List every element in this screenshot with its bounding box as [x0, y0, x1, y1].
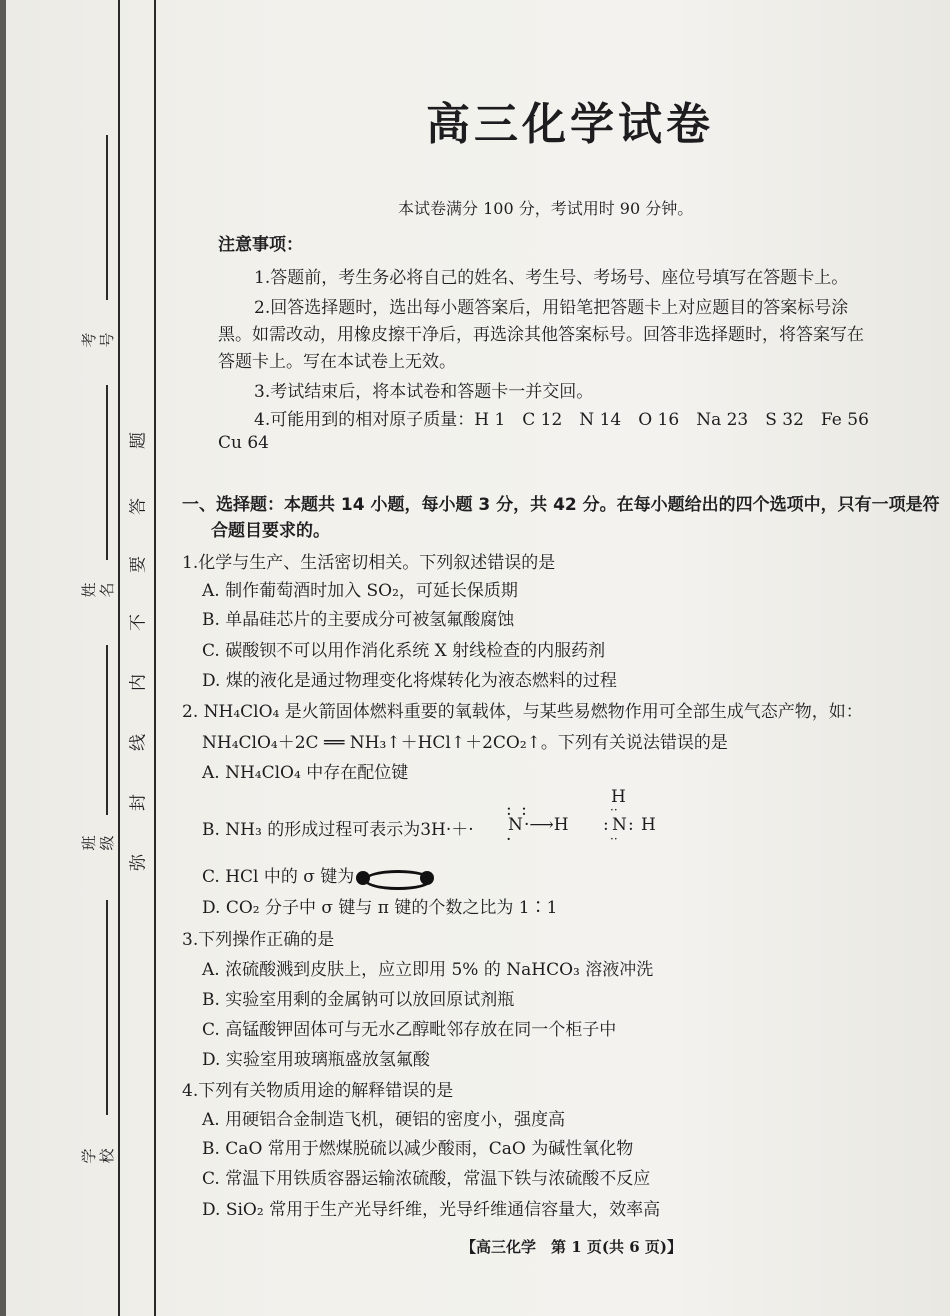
page-footer: 【高三化学 第 1 页(共 6 页)】 [461, 1238, 682, 1256]
question-3-option-d: D. 实验室用玻璃瓶盛放氢氟酸 [202, 1050, 430, 1070]
ammonia-bond-top: ·· [610, 803, 618, 817]
question-4-stem: 4.下列有关物质用途的解释错误的是 [182, 1081, 454, 1101]
note-line: 2.回答选择题时，选出每小题答案后，用铅笔把答题卡上对应题目的答案标号涂 [254, 298, 849, 318]
page-title: 高三化学试卷 [426, 99, 714, 150]
note-line: Cu 64 [218, 433, 269, 453]
note-line: 1.答题前，考生务必将自己的姓名、考生号、考场号、座位号填写在答题卡上。 [254, 268, 849, 288]
xuexiao-blank [106, 900, 108, 1115]
seal-char: 封 [128, 794, 149, 811]
question-3-option-a: A. 浓硫酸溅到皮肤上，应立即用 5% 的 NaHCO₃ 溶液冲洗 [202, 960, 654, 980]
question-2-option-a: A. NH₄ClO₄ 中存在配位键 [202, 763, 409, 783]
ammonia-right-h: H [641, 815, 656, 835]
question-3-option-b: B. 实验室用剩的金属钠可以放回原试剂瓶 [202, 990, 515, 1010]
section-heading-cont: 合题目要求的。 [211, 521, 330, 541]
lewis-dots-top: : : [506, 800, 529, 820]
note-line: 答题卡上。写在本试卷上无效。 [218, 352, 456, 372]
question-4-option-c: C. 常温下用铁质容器运输浓硫酸，常温下铁与浓硫酸不反应 [202, 1169, 651, 1189]
seal-char: 线 [128, 734, 149, 751]
note-line: 4.可能用到的相对原子质量：H 1 C 12 N 14 O 16 Na 23 S 32 Fe 56 [254, 410, 869, 430]
question-1-option-a: A. 制作葡萄酒时加入 SO₂，可延长保质期 [202, 581, 518, 601]
option-b-text: B. NH₃ 的形成过程可表示为3H·＋· [202, 820, 474, 840]
note-line: 3.考试结束后，将本试卷和答题卡一并交回。 [254, 382, 594, 402]
seal-char: 不 [128, 614, 149, 631]
section-heading: 一、选择题：本题共 14 小题，每小题 3 分，共 42 分。在每小题给出的四个选项中，只有一项是符 [182, 495, 940, 515]
question-2-option-c [202, 862, 436, 888]
exam-intro: 本试卷满分 100 分，考试用时 90 分钟。 [398, 199, 694, 218]
question-1-option-c: C. 碳酸钡不可以用作消化系统 X 射线检查的内服药剂 [202, 641, 606, 661]
xingming-blank [106, 385, 108, 560]
ammonia-lone-pair: ·· [610, 832, 618, 846]
question-4-option-a: A. 用硬铝合金制造飞机，硬铝的密度小，强度高 [202, 1110, 566, 1130]
sigma-bond-icon [356, 868, 436, 888]
seal-char: 内 [128, 674, 149, 691]
question-1-option-b: B. 单晶硅芯片的主要成分可被氢氟酸腐蚀 [202, 610, 515, 630]
binding-line-right [154, 0, 156, 1316]
question-2-stem: 2. NH₄ClO₄ 是火箭固体燃料重要的氧载体，与某些易燃物作用可全部生成气态产物，如： [182, 702, 863, 722]
question-2-equation: NH₄ClO₄＋2C ══ NH₃↑＋HCl↑＋2CO₂↑。下列有关说法错误的是 [202, 733, 728, 753]
seal-char: 弥 [128, 854, 149, 871]
ammonia-top-h: H [611, 787, 626, 807]
question-2-option-d: D. CO₂ 分子中 σ 键与 π 键的个数之比为 1∶1 [202, 898, 558, 918]
seal-char: 要 [128, 556, 149, 573]
question-1-option-d: D. 煤的液化是通过物理变化将煤转化为液态燃料的过程 [202, 671, 617, 691]
ammonia-right-colon: : [628, 815, 634, 835]
notes-heading: 注意事项： [218, 235, 303, 255]
question-3-option-c: C. 高锰酸钾固体可与无水乙醇毗邻存放在同一个柜子中 [202, 1020, 617, 1040]
binding-line-left [118, 0, 120, 1316]
seal-char: 答 [128, 498, 149, 515]
field-banji: 班级 [80, 835, 116, 851]
banji-blank [106, 645, 108, 815]
kaohao-blank [106, 135, 108, 300]
note-line: 黑。如需改动，用橡皮擦干净后，再选涂其他答案标号。回答非选择题时，将答案写在 [218, 325, 864, 345]
ammonia-left-colon: : [603, 815, 609, 835]
field-xuexiao: 学校 [80, 1148, 116, 1164]
question-4-option-b: B. CaO 常用于燃煤脱硫以减少酸雨，CaO 为碱性氧化物 [202, 1139, 634, 1159]
option-c-text: C. HCl 中的 σ 键为 [202, 867, 355, 887]
formation-arrow: ·⟶H [524, 815, 569, 835]
nitrogen-symbol: N [508, 815, 523, 835]
lewis-dots-bottom: · [506, 830, 514, 850]
ammonia-n: N [612, 815, 627, 835]
question-3-stem: 3.下列操作正确的是 [182, 930, 335, 950]
field-kaohao: 考号 [80, 332, 116, 348]
field-xingming: 姓名 [80, 582, 116, 598]
question-1-stem: 1.化学与生产、生活密切相关。下列叙述错误的是 [182, 553, 556, 573]
exam-page [6, 0, 950, 1316]
question-4-option-d: D. SiO₂ 常用于生产光导纤维，光导纤维通信容量大，效率高 [202, 1200, 661, 1220]
seal-char: 题 [128, 432, 149, 449]
